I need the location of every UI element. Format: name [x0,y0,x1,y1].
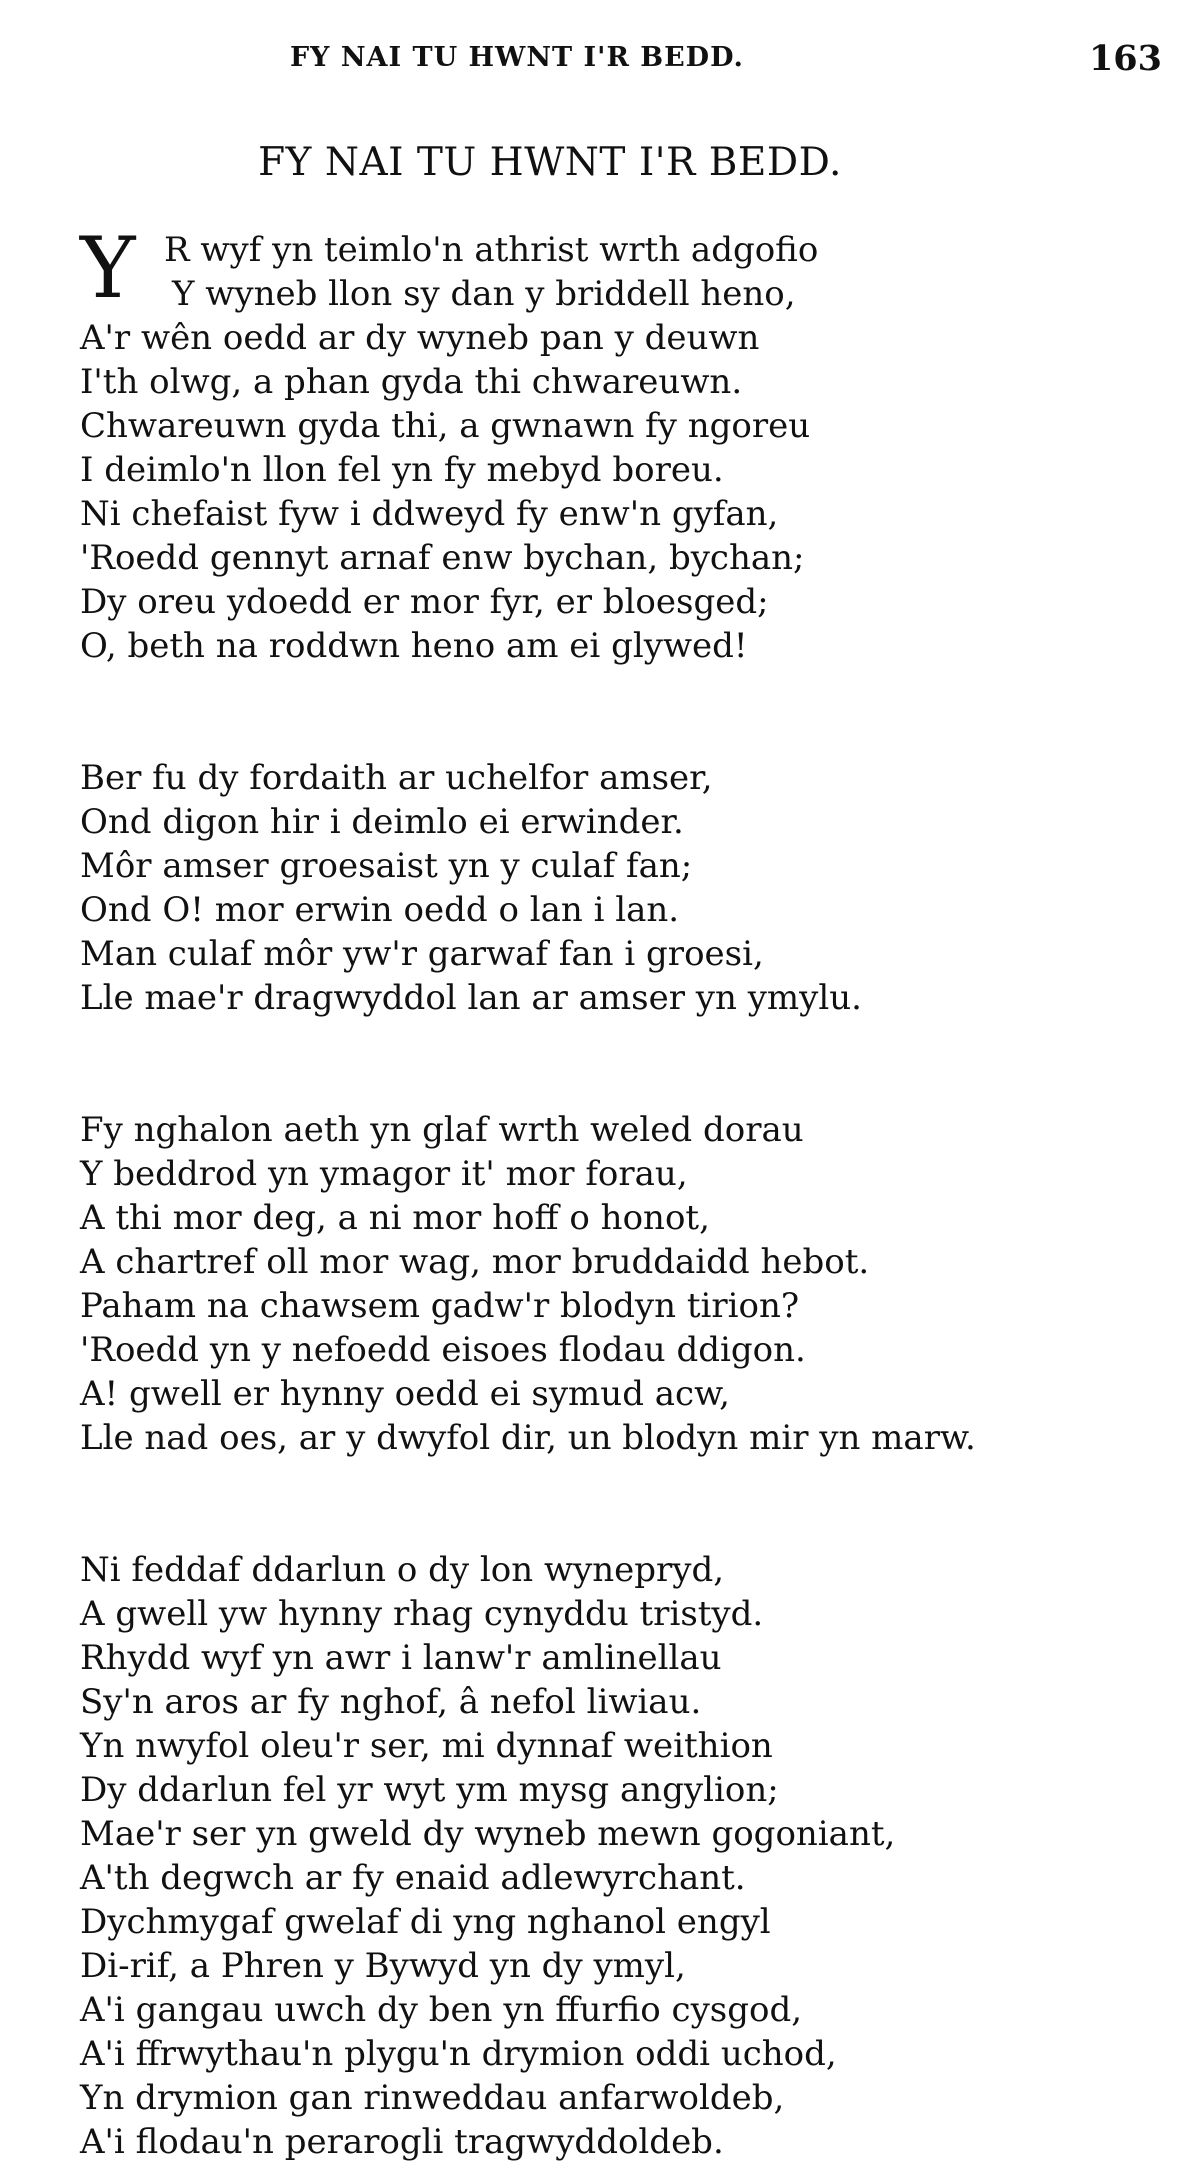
poem-line: Ni chefaist fyw i ddweyd fy enw'n gyfan, [80,494,779,534]
poem-line: Man culaf môr yw'r garwaf fan i groesi, [80,934,764,974]
poem-line: Lle mae'r dragwyddol lan ar amser yn ymylu. [80,978,862,1018]
poem-line: Paham na chawsem gadw'r blodyn tirion? [80,1286,800,1326]
poem-line: Yn nwyfol oleu'r ser, mi dynnaf weithion [80,1726,773,1766]
running-title: FY NAI TU HWNT I'R BEDD. [290,42,744,73]
poem-line: I deimlo'n llon fel yn fy mebyd boreu. [80,450,724,490]
poem-line: A thi mor deg, a ni mor hoff o honot, [80,1198,710,1238]
poem-line: A'th degwch ar fy enaid adlewyrchant. [80,1858,746,1898]
poem-line: Dy ddarlun fel yr wyt ym mysg angylion; [80,1770,779,1810]
poem-body [80,219,1160,2164]
poem-line: A'r wên oedd ar dy wyneb pan y deuwn [80,318,760,358]
poem-line: Yn drymion gan rinweddau anfarwoldeb, [80,2078,785,2118]
poem-line: Dychmygaf gwelaf di yng nghanol engyl [80,1902,771,1942]
poem-line: I'th olwg, a phan gyda thi chwareuwn. [80,362,743,402]
page-number: 163 [1088,38,1162,79]
poem-line: Dy oreu ydoedd er mor fyr, er bloesged; [80,582,769,622]
drop-cap: Y [80,219,136,317]
poem-line: Môr amser groesaist yn y culaf fan; [80,846,693,886]
poem-line: Ni feddaf ddarlun o dy lon wynepryd, [80,1550,725,1590]
stanza [80,756,1160,1020]
poem-line: Ber fu dy fordaith ar uchelfor amser, [80,758,713,798]
poem-line: Fy nghalon aeth yn glaf wrth weled dorau [80,1110,804,1150]
poem-line: 'Roedd gennyt arnaf enw bychan, bychan; [80,538,805,578]
poem-title: FY NAI TU HWNT I'R BEDD. [258,140,842,185]
poem-line: A'i gangau uwch dy ben yn ffurfio cysgod, [80,1990,803,2030]
poem-line: A chartref oll mor wag, mor bruddaidd hebot. [80,1242,870,1282]
poem-line: Di-rif, a Phren y Bywyd yn dy ymyl, [80,1946,686,1986]
poem-line: Rhydd wyf yn awr i lanw'r amlinellau [80,1638,722,1678]
poem-line: 'Roedd yn y nefoedd eisoes flodau ddigon. [80,1330,806,1370]
poem-line: Lle nad oes, ar y dwyfol dir, un blodyn mir yn marw. [80,1418,976,1458]
poem-line: Y wyneb llon sy dan y briddell heno, [172,274,796,314]
poem-line: R wyf yn teimlo'n athrist wrth adgofio [164,230,819,270]
poem-line: Y beddrod yn ymagor it' mor forau, [80,1154,688,1194]
poem-line: Mae'r ser yn gweld dy wyneb mewn gogoniant, [80,1814,896,1854]
poem-line: A'i ffrwythau'n plygu'n drymion oddi uchod, [80,2034,837,2074]
poem-line: A! gwell er hynny oedd ei symud acw, [80,1374,730,1414]
poem-line: O, beth na roddwn heno am ei glywed! [80,626,748,666]
poem-line: Chwareuwn gyda thi, a gwnawn fy ngoreu [80,406,811,446]
poem-line: A gwell yw hynny rhag cynyddu tristyd. [80,1594,764,1634]
poem-line: Sy'n aros ar fy nghof, â nefol liwiau. [80,1682,702,1722]
running-head [0,38,1177,78]
poem-line: Ond digon hir i deimlo ei erwinder. [80,802,684,842]
stanza [80,219,1160,668]
poem-line: Ond O! mor erwin oedd o lan i lan. [80,890,680,930]
stanza [80,1108,1160,1460]
poem-line: A'i flodau'n perarogli tragwyddoldeb. [80,2122,724,2162]
stanza [80,1548,1160,2164]
